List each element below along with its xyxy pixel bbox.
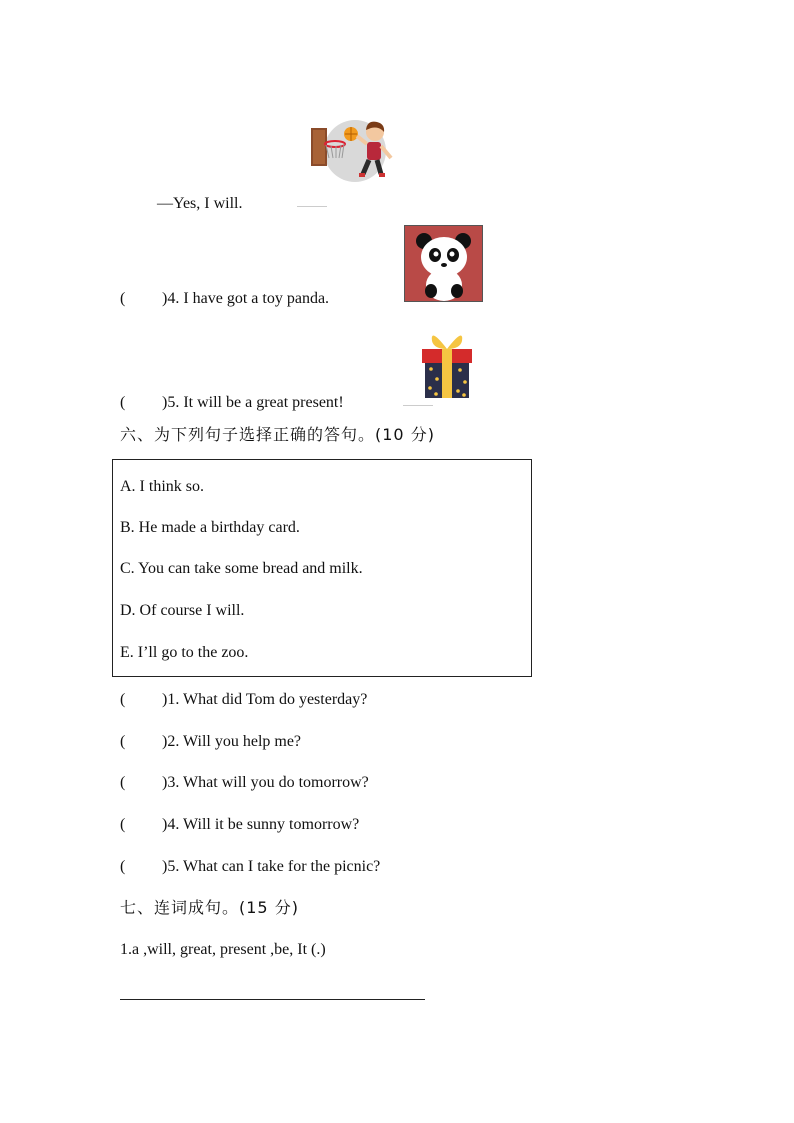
section-heading-part7: 七、连词成句。(15 分) [120, 898, 299, 917]
part6-question-2: ( )2. Will you help me? [120, 733, 302, 750]
part5-item-5: ( )5. It will be a great present! [120, 394, 344, 411]
reply-line-3 [157, 194, 243, 214]
answer-writing-line[interactable] [120, 999, 425, 1000]
question-text: 3. What will you do tomorrow? [167, 774, 369, 791]
question-text: 1. What did Tom do yesterday? [167, 691, 368, 708]
answer-blank[interactable]: ( [120, 774, 126, 791]
answer-blank[interactable]: ( [120, 816, 126, 833]
option-b: B. He made a birthday card. [120, 519, 300, 536]
option-a: A. I think so. [120, 478, 204, 495]
answer-blank[interactable]: ( [120, 733, 126, 750]
part6-question-4: ( )4. Will it be sunny tomorrow? [120, 816, 360, 833]
option-e: E. I’ll go to the zoo. [120, 644, 249, 661]
basketball-player-illustration [305, 118, 397, 184]
answer-blank[interactable]: ( [120, 394, 126, 411]
part6-question-5: ( )5. What can I take for the picnic? [120, 858, 381, 875]
reply-text: —Yes, I will. [157, 195, 243, 212]
part5-item-4: ( )4. I have got a toy panda. [120, 290, 330, 307]
option-d: D. Of course I will. [120, 602, 245, 619]
underline-decor [297, 206, 327, 207]
part6-question-3: ( )3. What will you do tomorrow? [120, 774, 369, 791]
question-text: 2. Will you help me? [167, 733, 302, 750]
option-c: C. You can take some bread and milk. [120, 560, 363, 577]
question-text: 4. Will it be sunny tomorrow? [167, 816, 360, 833]
section-heading-part6: 六、为下列句子选择正确的答句。(10 分) [120, 425, 435, 444]
gift-box-image [420, 327, 474, 400]
part7-item-1: 1.a ,will, great, present ,be, It (.) [120, 941, 326, 958]
question-text: 5. What can I take for the picnic? [167, 858, 381, 875]
part6-question-1: ( )1. What did Tom do yesterday? [120, 691, 368, 708]
underline-decor [403, 405, 433, 406]
answer-blank[interactable]: ( [120, 858, 126, 875]
answer-blank[interactable]: ( [120, 290, 126, 307]
answer-blank[interactable]: ( [120, 691, 126, 708]
item-text: 5. It will be a great present! [167, 394, 344, 411]
item-text: 4. I have got a toy panda. [167, 290, 330, 307]
panda-image [404, 225, 483, 302]
